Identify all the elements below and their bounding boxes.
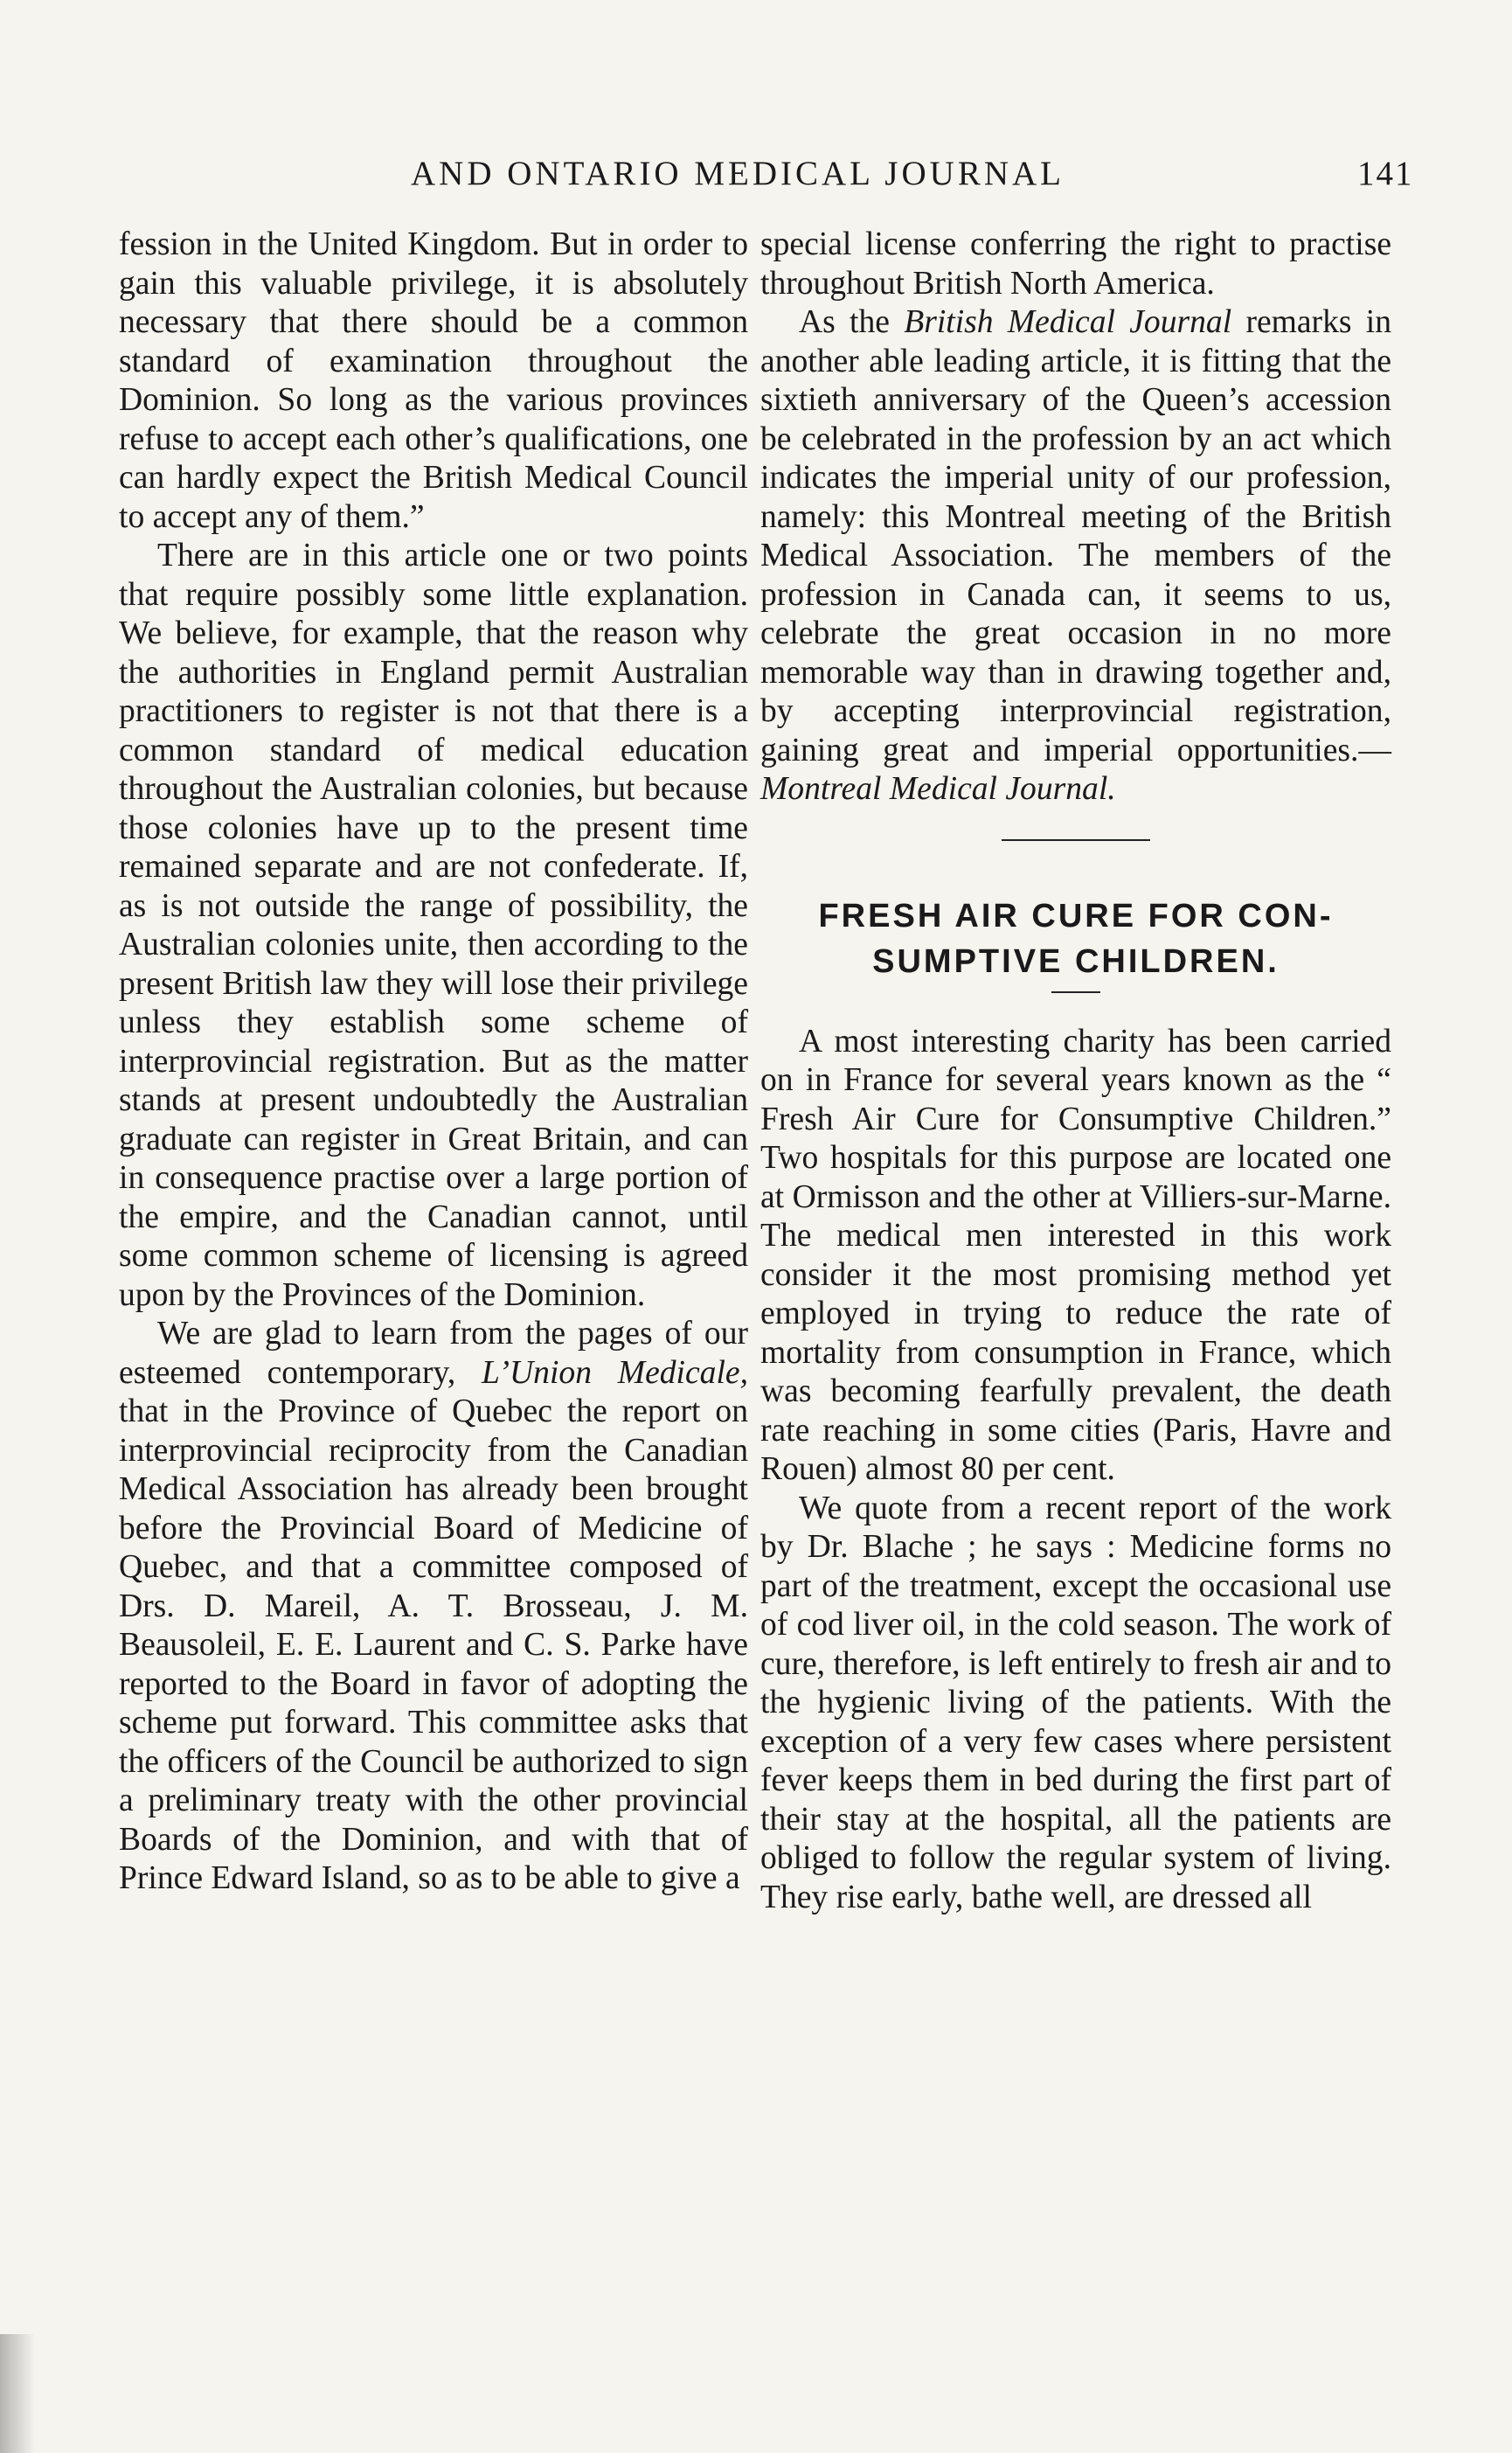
- title-underline: [1051, 991, 1100, 993]
- page-number: 141: [1357, 155, 1414, 192]
- text-run: We are glad to learn from the pages of our esteemed contemporary,: [119, 1316, 748, 1391]
- paragraph-continued: special license conferring the right to practise throughout British North America.: [760, 226, 1391, 302]
- paragraph-fresh-air-charity: A most interesting charity has been carried on in France for several years known as the “ Fresh Air Cure for Consumptive Children.” Two hospitals for this purpose are located one at Ormisson and the other at Villiers-sur-Marne. The medical men interested in this work consider it the most promising method yet employed in trying to reduce the rate of mortality from consumption in France, which was becoming fearfully prevalent, the death rate reaching in some cities (Paris, Havre and Rouen) almost 80 per cent.: [760, 1023, 1391, 1487]
- right-column: [760, 226, 1391, 1917]
- scan-edge-mark: [0, 2334, 35, 2453]
- source-citation-italic: Montreal Medical Journal.: [760, 771, 1116, 807]
- paragraph-continued: fession in the United Kingdom. But in order to gain this valuable privilege, it is absolutely necessary that there should be a common standard of examination throughout the Dominion. So long as the various provinces refuse to accept each other’s qualifications, one can hardly expect the British Medical Council to accept any of them.”: [119, 226, 748, 535]
- text-run: remarks in another able leading article, it is fitting that the sixtieth anniversary of the Queen’s accession be celebrated in the profession by an act which indicates the imperial unity of our profession, namely: this Montreal meeting of the British Medical Association. The members of the profession in Canada can, it seems to us, celebrate the great occasion in no more memorable way than in drawing together and, by accepting interprovincial registration, gaining great and imperial opportunities.—: [760, 304, 1392, 768]
- running-head: AND ONTARIO MEDICAL JOURNAL: [411, 155, 1065, 192]
- section-divider: [1002, 839, 1150, 841]
- journal-title-italic: L’Union Medicale,: [482, 1354, 748, 1391]
- section-title-line-1: FRESH AIR CURE FOR CON-: [818, 897, 1334, 935]
- text-run: that in the Province of Quebec the report on interprovincial reciprocity from the Canadian Medical Association has already been brought before the Provincial Board of Medicine of Quebec, and that a committee composed of Drs. D. Mareil, A. T. Brosseau, J. M. Beausoleil, E. E. Laurent and C. S. Parke have reported to the Board in favor of adopting the scheme put forward. This committee asks that the officers of the Council be authorized to sign a preliminary treaty with the other provincial Boards of the Dominion, and with that of Prince Edward Island, so as to be able to give a: [119, 1393, 748, 1896]
- paragraph-quebec-report: [119, 1315, 748, 1899]
- left-column: [119, 226, 748, 1899]
- paragraph-dr-blache-report: We quote from a recent report of the work by Dr. Blache ; he says : Medicine forms no part of the treatment, except the occasional use of cod liver oil, in the cold season. The work of cure, therefore, is left entirely to fresh air and to the hygienic living of the patients. With the exception of a very few cases where persistent fever keeps them in bed during the first part of their stay at the hospital, all the patients are obliged to follow the regular system of living. They rise early, bathe well, are dressed all: [760, 1490, 1391, 1915]
- paragraph-british-medical-journal: [760, 303, 1391, 810]
- page-header: [0, 154, 1512, 206]
- paragraph-australian-explanation: There are in this article one or two points that require possibly some little explanation. We believe, for example, that the reason why the authorities in England permit Australian practitioners to register is not that there is a common standard of medical education throughout the Australian colonies, but because those colonies have up to the present time remained separate and are not confederate. If, as is not outside the range of possibility, the Australian colonies unite, then according to the present British law they will lose their privilege unless they establish some scheme of interprovincial registration. But as the matter stands at present undoubtedly the Australian graduate can register in Great Britain, and can in consequence practise over a large portion of the empire, and the Canadian cannot, until some common scheme of licensing is agreed upon by the Provinces of the Dominion.: [119, 538, 748, 1313]
- journal-title-italic: British Medical Journal: [904, 304, 1232, 340]
- section-title: [760, 893, 1391, 984]
- text-run: As the: [799, 304, 905, 340]
- section-title-line-2: SUMPTIVE CHILDREN.: [872, 942, 1280, 980]
